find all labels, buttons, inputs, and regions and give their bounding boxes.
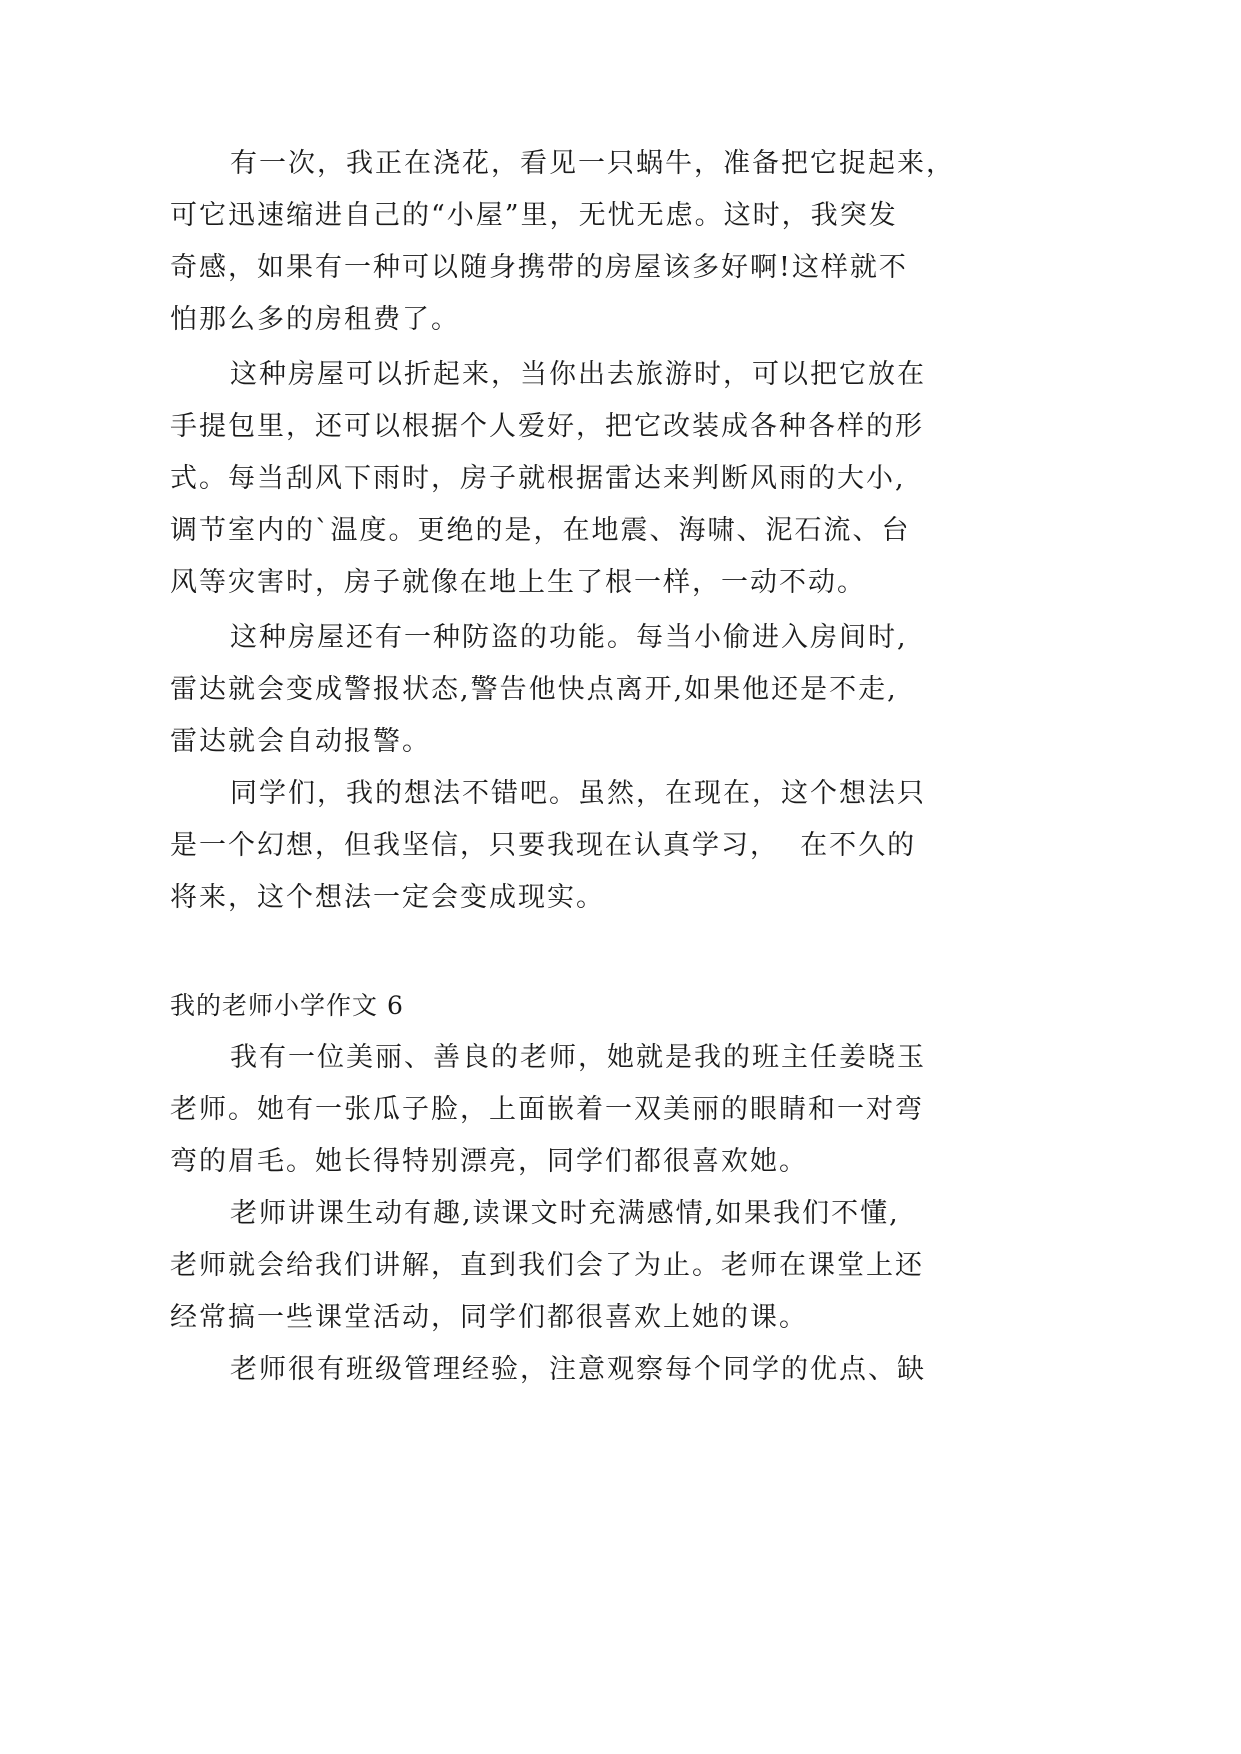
- text-line: 调节室内的`温度。更绝的是，在地震、海啸、泥石流、台: [170, 515, 911, 546]
- text-line: 同学们，我的想法不错吧。虽然，在现在，这个想法只: [230, 778, 926, 809]
- text-line: 将来，这个想法一定会变成现实。: [170, 882, 605, 913]
- text-line: 这种房屋可以折起来，当你出去旅游时，可以把它放在: [230, 359, 926, 390]
- text-line: 老师。她有一张瓜子脸，上面嵌着一双美丽的眼睛和一对弯: [170, 1094, 924, 1125]
- text-line: 手提包里，还可以根据个人爱好，把它改装成各种各样的形: [170, 411, 924, 442]
- essay-title: 我的老师小学作文 6: [170, 991, 404, 1020]
- text-line: 老师很有班级管理经验，注意观察每个同学的优点、缺: [230, 1354, 926, 1385]
- text-line: 我有一位美丽、善良的老师，她就是我的班主任姜晓玉: [230, 1042, 926, 1073]
- text-line: 老师讲课生动有趣,读课文时充满感情,如果我们不懂,: [230, 1198, 900, 1229]
- text-line: 奇感，如果有一种可以随身携带的房屋该多好啊!这样就不: [170, 252, 908, 283]
- text-line: 弯的眉毛。她长得特别漂亮，同学们都很喜欢她。: [170, 1146, 808, 1177]
- text-line: 雷达就会变成警报状态,警告他快点离开,如果他还是不走,: [170, 674, 898, 705]
- text-line: 怕那么多的房租费了。: [170, 304, 460, 335]
- text-line: 是一个幻想，但我坚信，只要我现在认真学习， 在不久的: [170, 830, 917, 861]
- text-line: 有一次，我正在浇花，看见一只蜗牛，准备把它捉起来，: [230, 148, 955, 179]
- text-line: 经常搞一些课堂活动，同学们都很喜欢上她的课。: [170, 1302, 808, 1333]
- text-line: 风等灾害时，房子就像在地上生了根一样，一动不动。: [170, 567, 866, 598]
- text-line: 式。每当刮风下雨时，房子就根据雷达来判断风雨的大小,: [170, 463, 906, 494]
- text-line: 可它迅速缩进自己的“小屋”里，无忧无虑。这时，我突发: [170, 200, 898, 231]
- text-line: 这种房屋还有一种防盗的功能。每当小偷进入房间时,: [230, 622, 908, 653]
- text-line: 雷达就会自动报警。: [170, 726, 431, 757]
- text-line: 老师就会给我们讲解，直到我们会了为止。老师在课堂上还: [170, 1250, 924, 1281]
